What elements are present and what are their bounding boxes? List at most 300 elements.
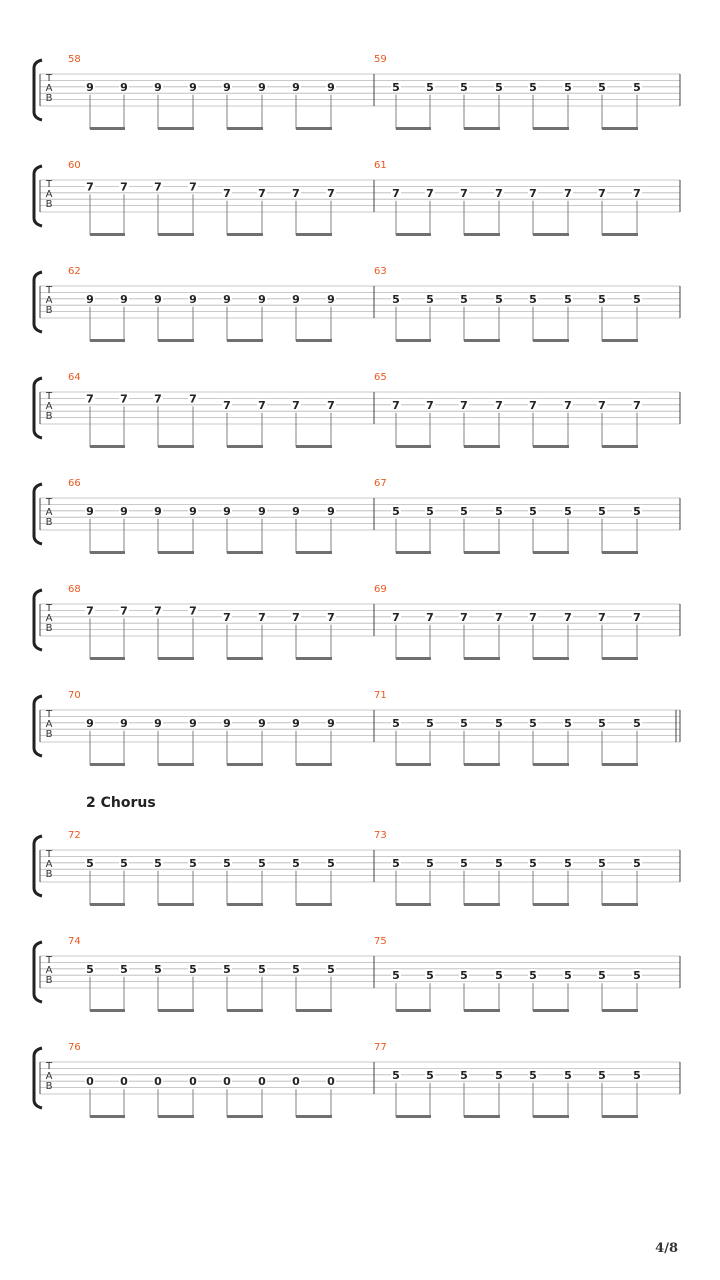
fret-number: 7	[392, 398, 400, 412]
fret-number: 5	[633, 716, 641, 730]
fret-number: 9	[120, 292, 128, 306]
fret-number: 7	[426, 610, 434, 624]
fret-number: 7	[258, 398, 266, 412]
fret-number: 9	[120, 80, 128, 94]
fret-number: 7	[292, 610, 300, 624]
fret-number: 7	[564, 186, 572, 200]
beam	[296, 657, 332, 660]
tab-system	[34, 830, 680, 906]
fret-number: 5	[426, 1068, 434, 1082]
beam	[533, 657, 569, 660]
fret-number: 7	[327, 398, 335, 412]
beam	[602, 233, 638, 236]
tab-clef-letter: A	[45, 965, 53, 976]
fret-number: 5	[154, 856, 162, 870]
tab-clef-letter: T	[45, 603, 53, 614]
fret-number: 7	[120, 604, 128, 618]
fret-number: 5	[223, 962, 231, 976]
beam	[533, 763, 569, 766]
beam	[90, 1115, 125, 1118]
beam	[533, 1009, 569, 1012]
tab-clef-letter: T	[45, 709, 53, 720]
fret-number: 5	[633, 1068, 641, 1082]
fret-number: 5	[392, 80, 400, 94]
tab-system	[34, 478, 680, 554]
tab-clef-letter: T	[45, 497, 53, 508]
fret-number: 7	[189, 180, 197, 194]
fret-number: 7	[564, 398, 572, 412]
fret-number: 0	[223, 1075, 231, 1089]
tab-clef-letter: B	[45, 623, 53, 634]
fret-number: 5	[460, 1068, 468, 1082]
fret-number: 9	[292, 716, 300, 730]
fret-number: 9	[292, 292, 300, 306]
measure-number: 63	[374, 266, 387, 277]
fret-number: 5	[598, 716, 606, 730]
fret-number: 5	[495, 716, 503, 730]
beam	[396, 1009, 431, 1012]
fret-number: 7	[86, 180, 94, 194]
beam	[464, 1009, 500, 1012]
fret-number: 9	[223, 292, 231, 306]
measure-number: 74	[68, 936, 81, 947]
fret-number: 5	[292, 856, 300, 870]
beam	[533, 551, 569, 554]
measure-number: 65	[374, 372, 387, 383]
fret-number: 9	[86, 504, 94, 518]
tab-clef-letter: A	[45, 719, 53, 730]
fret-number: 5	[495, 856, 503, 870]
tab-clef-letter: B	[45, 305, 53, 316]
tab-clef-letter: A	[45, 401, 53, 412]
fret-number: 5	[460, 856, 468, 870]
beam	[227, 903, 263, 906]
measure-number: 68	[68, 584, 81, 595]
beam	[533, 339, 569, 342]
fret-number: 9	[86, 292, 94, 306]
tab-clef-letter: B	[45, 975, 53, 986]
fret-number: 9	[86, 716, 94, 730]
fret-number: 7	[529, 398, 537, 412]
beam	[602, 657, 638, 660]
fret-number: 5	[189, 856, 197, 870]
tab-clef-letter: B	[45, 729, 53, 740]
tab-clef-letter: A	[45, 295, 53, 306]
fret-number: 5	[564, 856, 572, 870]
fret-number: 5	[426, 969, 434, 983]
beam	[296, 903, 332, 906]
beam	[227, 1115, 263, 1118]
fret-number: 5	[258, 856, 266, 870]
beam	[90, 445, 125, 448]
beam	[296, 1115, 332, 1118]
beam	[227, 657, 263, 660]
fret-number: 0	[154, 1075, 162, 1089]
system-bracket	[34, 590, 42, 650]
fret-number: 5	[223, 856, 231, 870]
system-bracket	[34, 1048, 42, 1108]
fret-number: 5	[460, 292, 468, 306]
fret-number: 5	[495, 1068, 503, 1082]
fret-number: 5	[426, 80, 434, 94]
system-bracket	[34, 272, 42, 332]
fret-number: 5	[292, 962, 300, 976]
fret-number: 9	[258, 80, 266, 94]
beam	[396, 763, 431, 766]
beam	[602, 763, 638, 766]
measure-number: 73	[374, 830, 387, 841]
tab-system	[34, 936, 680, 1012]
tab-clef-letter: A	[45, 507, 53, 518]
beam	[602, 551, 638, 554]
fret-number: 5	[598, 856, 606, 870]
tab-clef-letter: B	[45, 1081, 53, 1092]
beam	[602, 127, 638, 130]
measure-number: 59	[374, 54, 387, 65]
fret-number: 5	[495, 80, 503, 94]
fret-number: 7	[154, 392, 162, 406]
beam	[158, 339, 194, 342]
fret-number: 7	[392, 186, 400, 200]
fret-number: 5	[392, 1068, 400, 1082]
measure-number: 58	[68, 54, 81, 65]
fret-number: 5	[426, 504, 434, 518]
beam	[602, 339, 638, 342]
beam	[90, 127, 125, 130]
fret-number: 5	[154, 962, 162, 976]
fret-number: 7	[495, 610, 503, 624]
fret-number: 9	[327, 292, 335, 306]
beam	[533, 903, 569, 906]
fret-number: 5	[460, 969, 468, 983]
beam	[90, 763, 125, 766]
beam	[396, 903, 431, 906]
beam	[158, 551, 194, 554]
fret-number: 9	[223, 504, 231, 518]
fret-number: 7	[189, 604, 197, 618]
fret-number: 5	[392, 292, 400, 306]
beam	[396, 339, 431, 342]
tab-clef-letter: A	[45, 613, 53, 624]
fret-number: 9	[154, 716, 162, 730]
fret-number: 5	[460, 504, 468, 518]
measure-number: 69	[374, 584, 387, 595]
fret-number: 5	[495, 292, 503, 306]
fret-number: 5	[258, 962, 266, 976]
fret-number: 7	[327, 186, 335, 200]
fret-number: 9	[327, 504, 335, 518]
fret-number: 5	[529, 856, 537, 870]
beam	[158, 1009, 194, 1012]
tab-clef-letter: B	[45, 93, 53, 104]
fret-number: 7	[292, 398, 300, 412]
fret-number: 9	[327, 716, 335, 730]
tab-system	[34, 1042, 680, 1118]
fret-number: 5	[564, 504, 572, 518]
tab-system	[34, 160, 680, 236]
fret-number: 9	[258, 292, 266, 306]
system-bracket	[34, 166, 42, 226]
measure-number: 71	[374, 690, 387, 701]
fret-number: 5	[189, 962, 197, 976]
fret-number: 5	[564, 969, 572, 983]
fret-number: 7	[223, 186, 231, 200]
beam	[602, 445, 638, 448]
beam	[158, 657, 194, 660]
beam	[158, 127, 194, 130]
fret-number: 5	[460, 716, 468, 730]
beam	[90, 903, 125, 906]
beam	[464, 657, 500, 660]
fret-number: 5	[633, 504, 641, 518]
fret-number: 7	[633, 186, 641, 200]
fret-number: 7	[120, 180, 128, 194]
beam	[464, 127, 500, 130]
beam	[296, 339, 332, 342]
fret-number: 0	[327, 1075, 335, 1089]
fret-number: 5	[86, 962, 94, 976]
fret-number: 7	[86, 604, 94, 618]
fret-number: 5	[598, 504, 606, 518]
measure-number: 72	[68, 830, 81, 841]
beam	[602, 903, 638, 906]
tab-clef-letter: T	[45, 1061, 53, 1072]
fret-number: 5	[529, 969, 537, 983]
fret-number: 7	[460, 186, 468, 200]
tab-system	[34, 54, 680, 130]
tab-system	[34, 584, 680, 660]
beam	[464, 233, 500, 236]
tab-clef-letter: B	[45, 869, 53, 880]
fret-number: 5	[564, 292, 572, 306]
beam	[396, 1115, 431, 1118]
measure-number: 70	[68, 690, 81, 701]
fret-number: 5	[564, 1068, 572, 1082]
fret-number: 7	[460, 610, 468, 624]
fret-number: 7	[529, 610, 537, 624]
tab-system	[34, 690, 680, 766]
fret-number: 9	[223, 80, 231, 94]
fret-number: 5	[86, 856, 94, 870]
fret-number: 9	[189, 716, 197, 730]
fret-number: 0	[120, 1075, 128, 1089]
tab-clef-letter: T	[45, 179, 53, 190]
fret-number: 7	[154, 180, 162, 194]
fret-number: 9	[189, 292, 197, 306]
fret-number: 5	[633, 969, 641, 983]
beam	[296, 1009, 332, 1012]
tab-clef-letter: A	[45, 859, 53, 870]
system-bracket	[34, 696, 42, 756]
beam	[396, 127, 431, 130]
measure-number: 62	[68, 266, 81, 277]
beam	[296, 445, 332, 448]
fret-number: 0	[189, 1075, 197, 1089]
tab-clef-letter: T	[45, 391, 53, 402]
beam	[464, 1115, 500, 1118]
fret-number: 7	[154, 604, 162, 618]
fret-number: 9	[120, 716, 128, 730]
fret-number: 5	[392, 969, 400, 983]
fret-number: 7	[564, 610, 572, 624]
beam	[533, 127, 569, 130]
beam	[227, 551, 263, 554]
measure-number: 61	[374, 160, 387, 171]
beam	[90, 233, 125, 236]
beam	[90, 551, 125, 554]
tab-clef-letter: T	[45, 73, 53, 84]
fret-number: 7	[327, 610, 335, 624]
tab-clef-letter: B	[45, 411, 53, 422]
fret-number: 5	[120, 856, 128, 870]
fret-number: 9	[86, 80, 94, 94]
beam	[464, 763, 500, 766]
fret-number: 5	[327, 856, 335, 870]
fret-number: 7	[223, 398, 231, 412]
beam	[464, 551, 500, 554]
fret-number: 5	[392, 716, 400, 730]
fret-number: 5	[426, 856, 434, 870]
fret-number: 5	[633, 80, 641, 94]
measure-number: 66	[68, 478, 81, 489]
fret-number: 9	[120, 504, 128, 518]
fret-number: 5	[327, 962, 335, 976]
beam	[396, 657, 431, 660]
fret-number: 7	[460, 398, 468, 412]
beam	[158, 1115, 194, 1118]
fret-number: 7	[292, 186, 300, 200]
tab-clef-letter: T	[45, 285, 53, 296]
fret-number: 5	[633, 292, 641, 306]
fret-number: 7	[223, 610, 231, 624]
fret-number: 5	[392, 504, 400, 518]
measure-number: 64	[68, 372, 81, 383]
fret-number: 5	[392, 856, 400, 870]
tab-system	[34, 372, 680, 448]
tab-clef-letter: B	[45, 199, 53, 210]
fret-number: 5	[495, 969, 503, 983]
fret-number: 7	[258, 186, 266, 200]
beam	[296, 233, 332, 236]
fret-number: 5	[529, 716, 537, 730]
beam	[464, 903, 500, 906]
fret-number: 7	[426, 186, 434, 200]
fret-number: 0	[292, 1075, 300, 1089]
fret-number: 5	[529, 1068, 537, 1082]
system-bracket	[34, 836, 42, 896]
tab-clef-letter: B	[45, 517, 53, 528]
fret-number: 7	[495, 398, 503, 412]
system-bracket	[34, 378, 42, 438]
fret-number: 7	[258, 610, 266, 624]
beam	[396, 445, 431, 448]
tab-clef-letter: A	[45, 83, 53, 94]
beam	[227, 445, 263, 448]
fret-number: 5	[598, 292, 606, 306]
system-bracket	[34, 60, 42, 120]
system-bracket	[34, 484, 42, 544]
fret-number: 0	[258, 1075, 266, 1089]
fret-number: 5	[564, 80, 572, 94]
fret-number: 0	[86, 1075, 94, 1089]
beam	[90, 1009, 125, 1012]
fret-number: 5	[598, 80, 606, 94]
fret-number: 5	[529, 292, 537, 306]
fret-number: 7	[598, 398, 606, 412]
beam	[90, 657, 125, 660]
fret-number: 5	[460, 80, 468, 94]
fret-number: 5	[564, 716, 572, 730]
tab-clef-letter: A	[45, 189, 53, 200]
fret-number: 5	[426, 292, 434, 306]
fret-number: 7	[598, 186, 606, 200]
beam	[158, 903, 194, 906]
fret-number: 9	[154, 292, 162, 306]
system-bracket	[34, 942, 42, 1002]
beam	[396, 551, 431, 554]
section-label: 2 Chorus	[86, 795, 156, 811]
beam	[158, 763, 194, 766]
fret-number: 5	[598, 1068, 606, 1082]
fret-number: 7	[495, 186, 503, 200]
beam	[296, 551, 332, 554]
page-number: 4/8	[655, 1241, 678, 1256]
fret-number: 7	[392, 610, 400, 624]
fret-number: 9	[258, 504, 266, 518]
fret-number: 7	[633, 398, 641, 412]
measure-number: 77	[374, 1042, 387, 1053]
fret-number: 5	[120, 962, 128, 976]
beam	[227, 763, 263, 766]
fret-number: 7	[86, 392, 94, 406]
beam	[227, 1009, 263, 1012]
measure-number: 76	[68, 1042, 81, 1053]
fret-number: 9	[327, 80, 335, 94]
beam	[227, 127, 263, 130]
beam	[296, 763, 332, 766]
measure-number: 75	[374, 936, 387, 947]
fret-number: 7	[426, 398, 434, 412]
fret-number: 7	[529, 186, 537, 200]
fret-number: 5	[495, 504, 503, 518]
fret-number: 9	[189, 80, 197, 94]
fret-number: 5	[633, 856, 641, 870]
tab-clef-letter: T	[45, 955, 53, 966]
beam	[227, 339, 263, 342]
fret-number: 5	[426, 716, 434, 730]
beam	[90, 339, 125, 342]
measure-number: 67	[374, 478, 387, 489]
beam	[464, 339, 500, 342]
fret-number: 7	[598, 610, 606, 624]
fret-number: 9	[292, 80, 300, 94]
beam	[158, 445, 194, 448]
beam	[396, 233, 431, 236]
tab-system	[34, 266, 680, 342]
fret-number: 7	[633, 610, 641, 624]
fret-number: 5	[598, 969, 606, 983]
beam	[296, 127, 332, 130]
beam	[464, 445, 500, 448]
fret-number: 9	[292, 504, 300, 518]
fret-number: 5	[529, 80, 537, 94]
fret-number: 9	[154, 80, 162, 94]
fret-number: 7	[120, 392, 128, 406]
fret-number: 5	[529, 504, 537, 518]
fret-number: 9	[223, 716, 231, 730]
measure-number: 60	[68, 160, 81, 171]
beam	[227, 233, 263, 236]
